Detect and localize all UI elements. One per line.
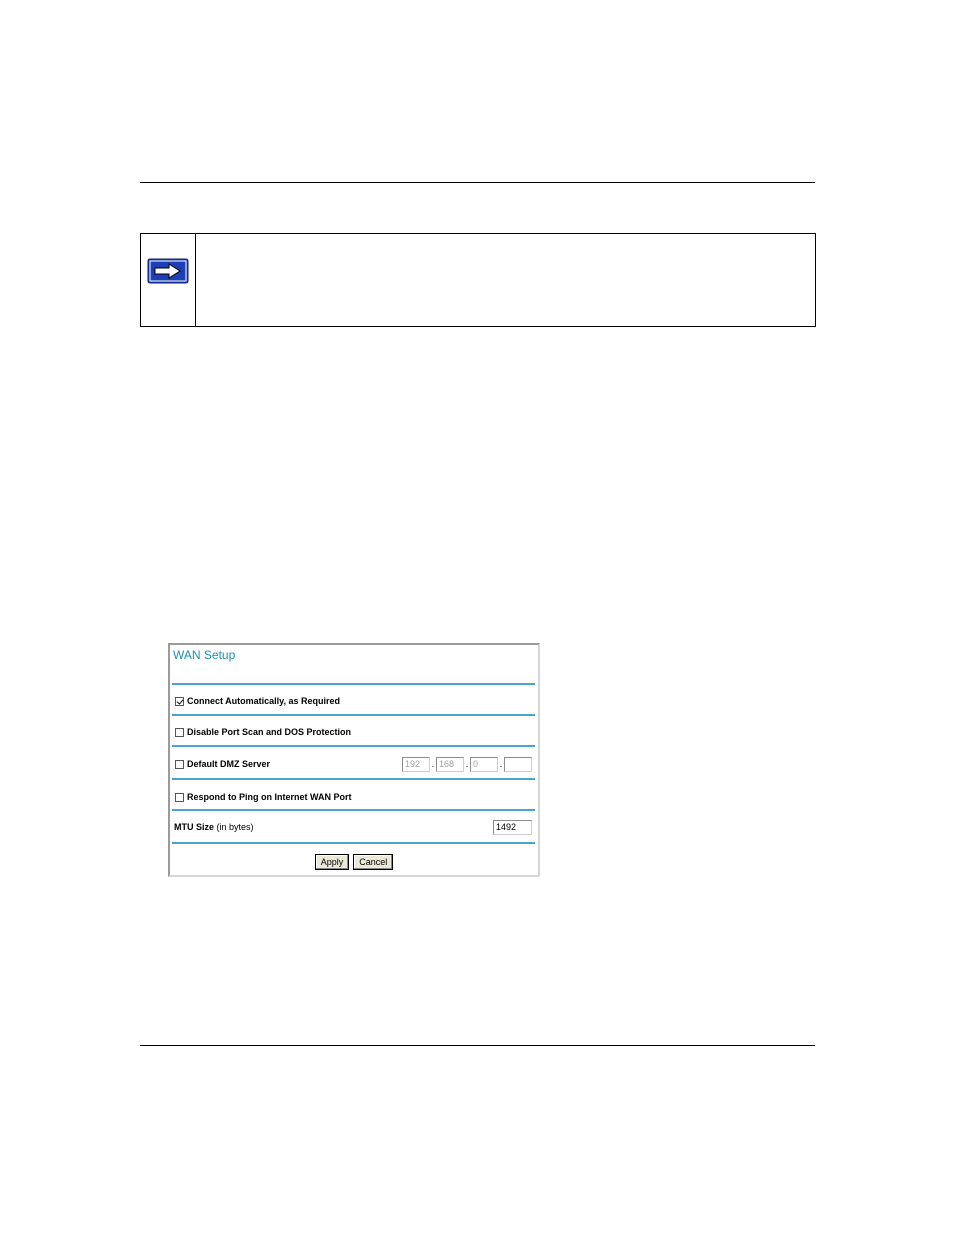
note-box bbox=[140, 233, 816, 327]
separator bbox=[172, 842, 535, 844]
dmz-ip-octet-4[interactable] bbox=[504, 757, 532, 772]
apply-button[interactable]: Apply bbox=[315, 854, 350, 870]
right-arrow-icon bbox=[147, 258, 189, 289]
separator bbox=[172, 778, 535, 780]
dmz-ip-group bbox=[402, 757, 532, 772]
dmz-row bbox=[175, 756, 532, 772]
dmz-label: Default DMZ Server bbox=[187, 759, 271, 769]
respond-ping-row bbox=[175, 789, 532, 805]
respond-ping-checkbox[interactable] bbox=[175, 793, 184, 802]
disable-port-scan-label: Disable Port Scan and DOS Protection bbox=[187, 727, 352, 737]
footer-rule bbox=[140, 1045, 815, 1046]
separator bbox=[172, 745, 535, 747]
dmz-checkbox[interactable] bbox=[175, 760, 184, 769]
separator bbox=[172, 809, 535, 811]
disable-port-scan-checkbox[interactable] bbox=[175, 728, 184, 737]
mtu-label-text: MTU Size bbox=[174, 822, 215, 832]
wan-setup-panel bbox=[168, 643, 540, 877]
dmz-ip-octet-1[interactable]: 192 bbox=[402, 757, 430, 772]
mtu-unit: (in bytes) bbox=[216, 822, 254, 832]
mtu-row bbox=[174, 819, 532, 835]
note-text bbox=[196, 234, 815, 326]
button-row bbox=[170, 854, 538, 870]
ip-dot: . bbox=[465, 759, 469, 769]
header-rule bbox=[140, 182, 815, 183]
disable-port-scan-row bbox=[175, 724, 532, 740]
connect-auto-row bbox=[175, 693, 532, 709]
connect-auto-checkbox[interactable] bbox=[175, 697, 184, 706]
mtu-input[interactable]: 1492 bbox=[493, 820, 532, 835]
separator bbox=[172, 714, 535, 716]
panel-title: WAN Setup bbox=[173, 648, 236, 662]
note-icon-cell bbox=[141, 234, 196, 326]
ip-dot: . bbox=[499, 759, 503, 769]
cancel-button[interactable]: Cancel bbox=[353, 854, 393, 870]
connect-auto-label: Connect Automatically, as Required bbox=[187, 696, 341, 706]
mtu-label bbox=[174, 822, 254, 832]
dmz-ip-octet-3[interactable]: 0 bbox=[470, 757, 498, 772]
respond-ping-label: Respond to Ping on Internet WAN Port bbox=[187, 792, 352, 802]
separator bbox=[172, 683, 535, 685]
ip-dot: . bbox=[431, 759, 435, 769]
dmz-ip-octet-2[interactable]: 168 bbox=[436, 757, 464, 772]
